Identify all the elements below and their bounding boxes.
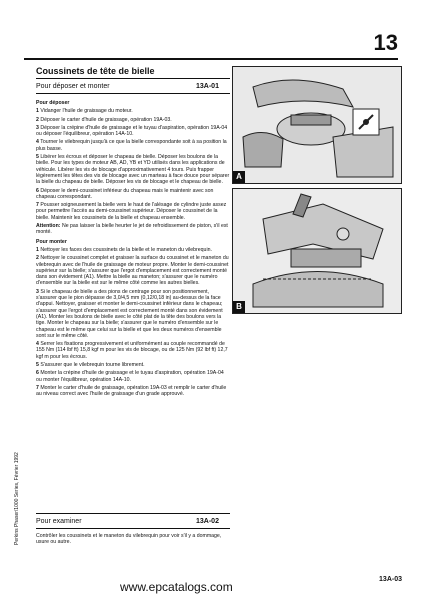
- step: 7 Pousser soigneusement la bielle vers le haut de l'alésage de cylindre juste assez pour permettre l'accès au demi-coussinet supérieur. Déposer le coussinet de la bielle. Maintenir les coussinets de la bielle et chapeau ensemble.: [36, 202, 227, 221]
- figure-b: [232, 188, 402, 314]
- section-title: Coussinets de tête de bielle: [36, 66, 155, 76]
- step: 3 Si le chapeau de bielle a des pions de centrage pour son positionnement, s'assurer que le pion dépasse de 3,0/4,5 mm (0,12/0,18 in) au-dessus de la face d'appui. Nettoyer, graisser et monter le demi-coussinet inférieur dans le chapeau; s'assurer que l'ergot d'emplacement est correctement monté dans son évidement (A1). Monter les boulons de bielle avec le côté plat de la tête des boulons vers la tige. Monter le chapeau sur la bielle; s'assurer que le numéro d'ensemble sur le chapeau est le même que celui sur la bielle et que les deux numéros d'ensemble sont sur le même côté.: [36, 288, 223, 339]
- figure-b-illustration: [233, 189, 401, 313]
- pour-monter-heading: Pour monter: [36, 238, 67, 245]
- step: 7 Monter le carter d'huile de graissage, opération 19A-03 et remplir le carter d'huile au niveau correct avec l'huile de graissage d'un grade approuvé.: [36, 384, 227, 398]
- subsection-label-2: Pour examiner: [36, 518, 82, 525]
- step: 5 Libérer les écrous et déposer le chapeau de bielle. Déposer les boulons de la bielle. Pour les types de moteur AB, AD, YB et YD utilisés dans les applications de véhicule. Libérer les vis de blocage d'approximativement 4 tours. Puis frapper légèrement les têtes des vis de blocage avec un marteau à face douce pour séparer la bielle du chapeau de bielle. Déposer les vis de blocage et le chapeau de bielle.: [36, 154, 230, 186]
- sidebar-publication-text: Perkins Phaser/1000 Series, Février 1992: [14, 452, 20, 545]
- step: 4 Serrer les fixations progressivement et uniformément au couple recommandé de 155 Nm (114 lbf ft) 15,8 kgf m pour les vis de blocage, ou de 125 Nm (92 lbf ft) 12,7 kgf m pour les écrous.: [36, 341, 228, 360]
- page-number: 13A-03: [379, 576, 402, 583]
- step: 2 Déposer le carter d'huile de graissage, opération 19A-03.: [36, 116, 172, 123]
- subsection-code-1: 13A-01: [196, 83, 219, 90]
- step: 3 Déposer la crépine d'huile de graissage et le tuyau d'aspiration, opération 19A-04 ou déposer l'équilibreur, opération 14A-10.: [36, 124, 228, 138]
- figure-a: [232, 66, 402, 184]
- section-rule: [36, 78, 230, 79]
- subsection-rule-2-top: [36, 513, 230, 514]
- step: 1 Nettoyer les faces des coussinets de la bielle et le maneton du vilebrequin.: [36, 246, 212, 253]
- step: 5 S'assurer que le vilebrequin tourne librement.: [36, 361, 145, 368]
- step: 4 Tourner le vilebrequin jusqu'à ce que la bielle correspondante soit à sa position la plus basse.: [36, 139, 227, 152]
- subsection-rule-2: [36, 528, 230, 529]
- subsection-label-1: Pour déposer et monter: [36, 83, 110, 90]
- examiner-text: Contrôler les coussinets et le maneton du vilebrequin pour voir s'il y a dommage, usure ou autre.: [36, 533, 222, 546]
- step: 6 Déposer le demi-coussinet inférieur du chapeau mais le maintenir avec son chapeau correspondant.: [36, 187, 214, 200]
- procedure-text: [36, 97, 230, 399]
- watermark: www.epcatalogs.com: [120, 580, 233, 594]
- subsection-rule-1: [36, 93, 230, 94]
- figure-a-illustration: [233, 67, 401, 183]
- pour-deposer-heading: Pour déposer: [36, 100, 70, 106]
- attention-note: Attention: Ne pas laisser la bielle heurter le jet de refroidissement de piston, s'il est monté.: [36, 223, 228, 236]
- chapter-number: 13: [373, 30, 398, 55]
- header-rule: [24, 58, 398, 60]
- figure-label-b: B: [233, 301, 245, 313]
- figure-label-a: A: [233, 171, 245, 183]
- step: 2 Nettoyer le coussinet complet et graisser la surface du coussinet et le maneton du vilebrequin avec de l'huile de graissage de moteur propre. Monter le demi-coussinet supérieur sur la bielle; s'assurer que l'ergot d'emplacement est correctement monté dans son évidement (A1). Mettre la bielle au maneton; s'assurer que le numéro d'ensemble sur la bielle est sur le même côté comme les autres bielles.: [36, 255, 229, 287]
- step: 6 Monter la crépine d'huile de graissage et le tuyau d'aspiration, opération 19A-04 ou monter l'équilibreur, opération 14A-10.: [36, 370, 224, 383]
- step: 1 Vidanger l'huile de graissage du moteur.: [36, 108, 133, 115]
- subsection-code-2: 13A-02: [196, 518, 219, 525]
